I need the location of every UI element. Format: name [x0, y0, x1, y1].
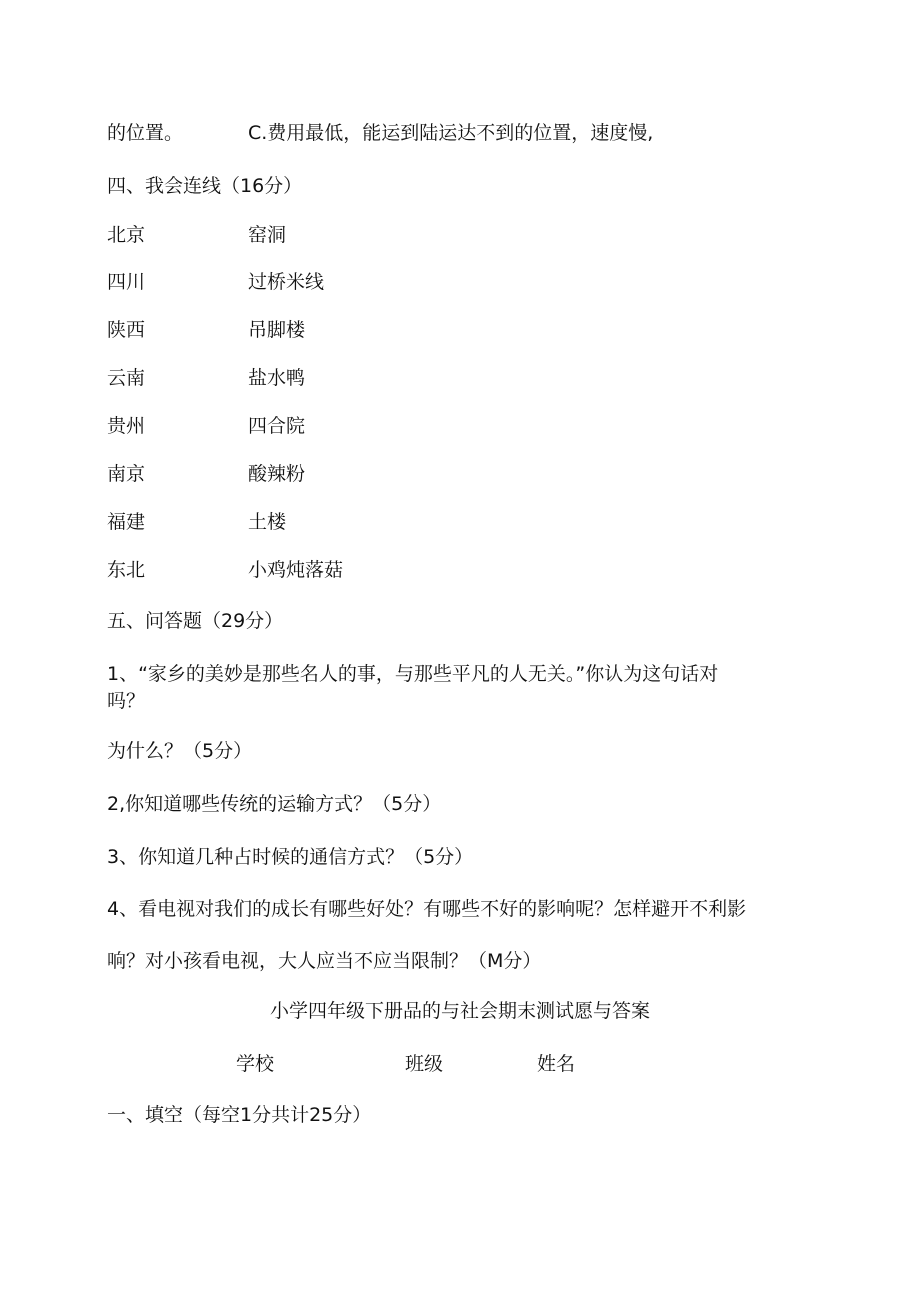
class-label: 班级 — [405, 1053, 444, 1075]
match-left-item: 北京 — [107, 224, 146, 246]
match-right-item: 盐水鸭 — [248, 367, 306, 389]
section4-heading: 四、我会连线（16分） — [107, 175, 303, 197]
match-left-item: 陕西 — [107, 319, 146, 341]
section5-heading: 五、问答题（29分） — [107, 610, 284, 632]
match-left-item: 东北 — [107, 559, 146, 581]
match-right-item: 酸辣粉 — [248, 463, 306, 485]
intro-left-text: 的位置。 — [107, 122, 184, 144]
name-label: 姓名 — [537, 1053, 576, 1075]
intro-option-c-text: C.费用最低，能运到陆运达不到的位置，速度慢, — [248, 122, 654, 144]
match-left-item: 四川 — [107, 271, 146, 293]
match-right-item: 过桥米线 — [248, 271, 325, 293]
match-right-item: 小鸡炖落菇 — [248, 559, 344, 581]
exam-title: 小学四年级下册品的与社会期末测试愿与答案 — [269, 1000, 650, 1022]
match-left-item: 云南 — [107, 367, 146, 389]
question-2: 2,你知道哪些传统的运输方式？（5分） — [107, 793, 442, 815]
match-left-item: 贵州 — [107, 415, 146, 437]
match-right-item: 窑洞 — [248, 224, 287, 246]
match-right-item: 土楼 — [248, 511, 287, 533]
question-1-line1: 1、“家乡的美妙是那些名人的事，与那些平凡的人无关。”你认为这句话对 — [107, 663, 719, 685]
question-1-line2: 吗？ — [107, 690, 146, 712]
question-4-line2: 响？对小孩看电视，大人应当不应当限制？（M分） — [107, 950, 542, 972]
school-label: 学校 — [236, 1053, 275, 1075]
question-3: 3、你知道几种占时候的通信方式？（5分） — [107, 846, 474, 868]
match-right-item: 吊脚楼 — [248, 319, 306, 341]
match-left-item: 南京 — [107, 463, 146, 485]
match-left-item: 福建 — [107, 511, 146, 533]
question-4-line1: 4、看电视对我们的成长有哪些好处？有哪些不好的影响呢？怎样避开不利影 — [107, 898, 747, 920]
match-right-item: 四合院 — [248, 415, 306, 437]
section1-heading: 一、填空（每空1分共计25分） — [107, 1104, 372, 1126]
question-1-line3: 为什么？（5分） — [107, 740, 253, 762]
